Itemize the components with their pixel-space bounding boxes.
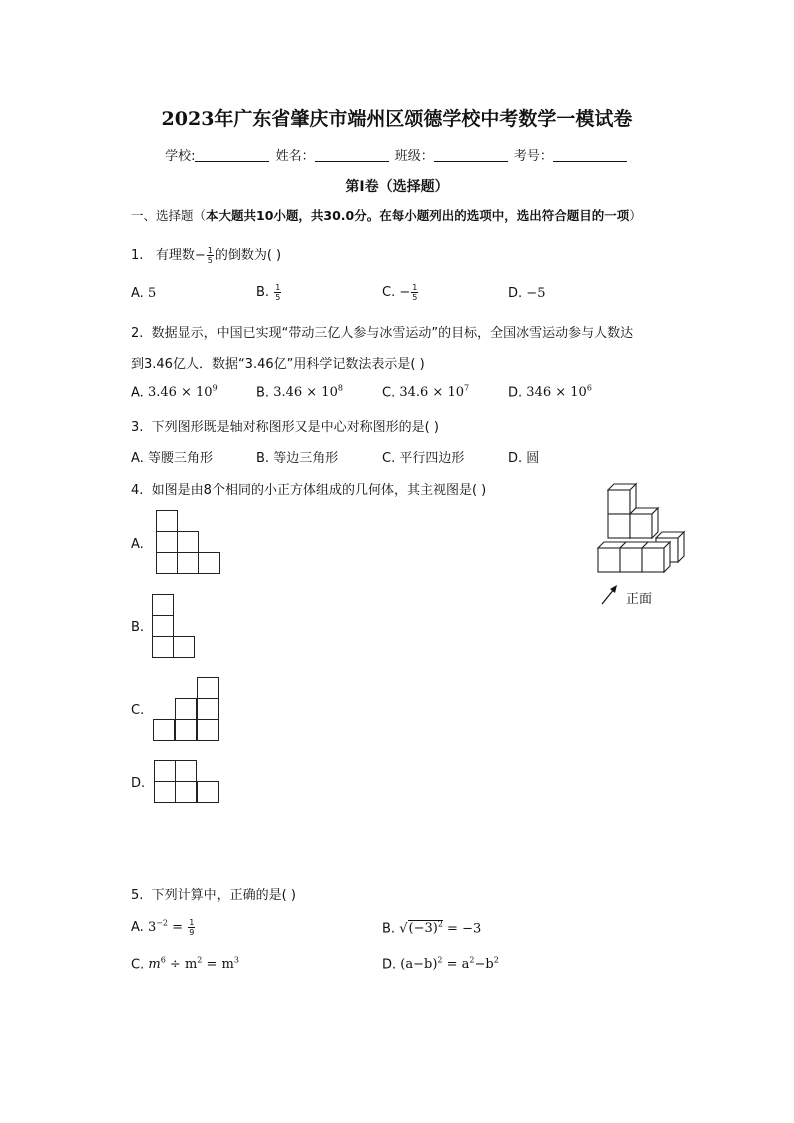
q4-option-c-label[interactable]: C.: [131, 703, 145, 718]
q5-option-a[interactable]: A. $3^{-2}$ = $\frac{1}{9}$: [131, 918, 195, 937]
part-title: 第I卷（选择题）: [345, 179, 449, 195]
class-blank[interactable]: [434, 148, 508, 162]
section-prefix: 一、选择题（: [131, 208, 207, 223]
name-label: 姓名：: [275, 149, 315, 164]
name-blank[interactable]: [315, 148, 389, 162]
question-text: 的倒数为( ): [214, 248, 282, 263]
q1-option-b[interactable]: B. $\frac{1}{5}$: [256, 283, 281, 302]
q1-option-c[interactable]: C. − $\frac{1}{5}$: [382, 283, 418, 302]
front-label: 正面: [626, 592, 653, 607]
question-text: 有理数: [155, 248, 195, 263]
q5-option-b[interactable]: B. $√(-3)^2 = -3$: [382, 920, 482, 937]
question-4: 4. 如图是由8个相同的小正方体组成的几何体，其主视图是( ): [131, 483, 487, 498]
cube-solid-figure: [594, 480, 694, 576]
q4-option-d-label[interactable]: D.: [131, 776, 146, 791]
q4-option-b-label[interactable]: B.: [131, 620, 145, 635]
q2-option-c[interactable]: C. $34.6 \times 10^7$: [382, 384, 470, 401]
q3-option-b[interactable]: B. 等边三角形: [256, 451, 339, 466]
q2-option-b[interactable]: B. $3.46 \times 10^8$: [256, 384, 343, 401]
question-2-line-2: 到3.46亿人．数据“3.46亿”用科学记数法表示是( ): [131, 357, 425, 372]
q2-option-d[interactable]: D. $346 \times 10^6$: [508, 384, 592, 401]
fraction: $\frac{1}{5}$: [207, 246, 213, 265]
section-suffix: ）: [629, 208, 642, 223]
q4-option-a-label[interactable]: A.: [131, 537, 144, 552]
question-2-line-1: 2. 数据显示，中国已实现“带动三亿人参与冰雪运动”的目标，全国冰雪运动参与人数达: [131, 326, 634, 341]
class-label: 班级：: [394, 149, 434, 164]
school-label: 学校:: [165, 149, 196, 164]
section-heading: [131, 206, 642, 224]
section-bold: 本大题共10小题，共30.0分。在每小题列出的选项中，选出符合题目的一项: [206, 208, 630, 223]
student-info-line: [0, 145, 794, 164]
q1-option-a[interactable]: A. 5: [131, 286, 157, 301]
q3-option-a[interactable]: A. 等腰三角形: [131, 451, 213, 466]
q2-option-a[interactable]: A. $3.46 \times 10^9$: [131, 384, 218, 401]
q5-option-d[interactable]: D. $(a-b)^2 = a^2-b^2$: [382, 956, 499, 973]
question-number: 1.: [131, 248, 144, 263]
q3-option-d[interactable]: D. 圆: [508, 451, 540, 466]
q3-option-c[interactable]: C. 平行四边形: [382, 451, 465, 466]
arrow-icon: [600, 584, 620, 606]
minus-sign: −: [194, 248, 206, 263]
page-title: 2023年广东省肇庆市端州区颂德学校中考数学一模试卷: [161, 108, 633, 130]
q1-option-d[interactable]: D. −5: [508, 286, 546, 301]
number-blank[interactable]: [553, 148, 627, 162]
question-5: 5. 下列计算中，正确的是( ): [131, 888, 296, 903]
question-3: 3. 下列图形既是轴对称图形又是中心对称图形的是( ): [131, 420, 439, 435]
school-blank[interactable]: [195, 148, 269, 162]
q5-option-c[interactable]: C. $m^6 \div m^2 = m^3$: [131, 956, 239, 973]
question-1: [131, 244, 281, 265]
number-label: 考号：: [513, 149, 553, 164]
